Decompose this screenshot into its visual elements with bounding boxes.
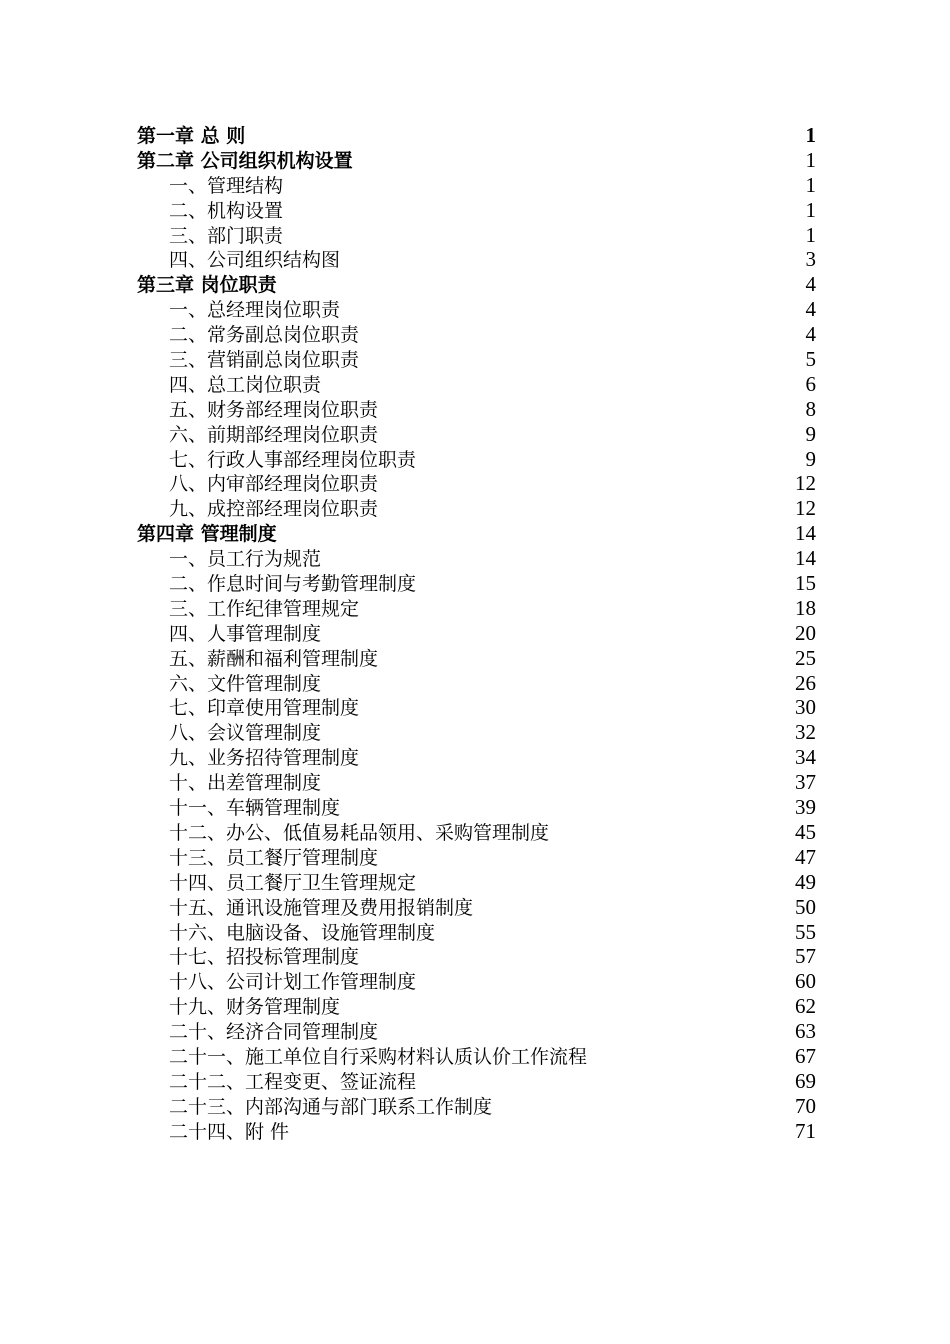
- toc-section-entry[interactable]: [137, 1094, 816, 1119]
- toc-entry-title: 十、出差管理制度: [169, 772, 322, 795]
- toc-section-entry[interactable]: [137, 969, 816, 994]
- toc-section-entry[interactable]: [137, 546, 816, 571]
- toc-entry-title: 十二、办公、低值易耗品领用、采购管理制度: [169, 821, 550, 844]
- toc-page-number: 49: [795, 869, 816, 894]
- toc-section-entry[interactable]: [137, 994, 816, 1019]
- toc-entry-title: 九、成控部经理岗位职责: [169, 498, 379, 521]
- toc-page-number: 60: [795, 969, 816, 994]
- toc-section-entry[interactable]: [137, 471, 816, 496]
- toc-page-number: 8: [805, 396, 816, 421]
- toc-page-number: 50: [795, 894, 816, 919]
- toc-entry-title: 第三章 岗位职责: [137, 274, 277, 297]
- toc-entry-title: 三、工作纪律管理规定: [169, 597, 360, 620]
- toc-page-number: 1: [805, 123, 816, 147]
- toc-entry-title: 三、营销副总岗位职责: [169, 349, 360, 372]
- toc-page-number: 67: [795, 1043, 816, 1068]
- toc-entry-title: 十三、员工餐厅管理制度: [169, 846, 379, 869]
- toc-entry-title: 八、内审部经理岗位职责: [169, 473, 379, 496]
- toc-chapter-entry[interactable]: [137, 123, 816, 148]
- toc-entry-title: 十八、公司计划工作管理制度: [169, 971, 417, 994]
- toc-section-entry[interactable]: [137, 496, 816, 521]
- toc-entry-title: 十五、通讯设施管理及费用报销制度: [169, 896, 474, 919]
- toc-chapter-entry[interactable]: [137, 272, 816, 297]
- toc-section-entry[interactable]: [137, 1119, 816, 1144]
- toc-page-number: 55: [795, 919, 816, 944]
- toc-entry-title: 六、文件管理制度: [169, 672, 322, 695]
- toc-page-number: 32: [795, 720, 816, 745]
- toc-entry-title: 二、常务副总岗位职责: [169, 324, 360, 347]
- toc-section-entry[interactable]: [137, 870, 816, 895]
- toc-page-number: 30: [795, 695, 816, 720]
- toc-page-number: 62: [795, 994, 816, 1019]
- toc-page-number: 26: [795, 670, 816, 695]
- toc-entry-title: 七、行政人事部经理岗位职责: [169, 448, 417, 471]
- toc-entry-title: 二十三、内部沟通与部门联系工作制度: [169, 1095, 493, 1118]
- toc-page-number: 12: [795, 471, 816, 496]
- toc-entry-title: 二十一、施工单位自行采购材料认质认价工作流程: [169, 1045, 588, 1068]
- toc-section-entry[interactable]: [137, 695, 816, 720]
- toc-section-entry[interactable]: [137, 297, 816, 322]
- toc-page-number: 20: [795, 620, 816, 645]
- toc-page-number: 63: [795, 1019, 816, 1044]
- toc-entry-title: 十九、财务管理制度: [169, 996, 341, 1019]
- toc-entry-title: 一、总经理岗位职责: [169, 299, 341, 322]
- toc-page-number: 1: [805, 222, 816, 247]
- toc-page-number: 4: [805, 322, 816, 347]
- toc-page-number: 5: [805, 347, 816, 372]
- toc-entry-title: 十一、车辆管理制度: [169, 797, 341, 820]
- toc-page-number: 57: [795, 944, 816, 969]
- toc-page-number: 9: [805, 446, 816, 471]
- table-of-contents: [137, 123, 816, 1144]
- toc-section-entry[interactable]: [137, 397, 816, 422]
- toc-section-entry[interactable]: [137, 1044, 816, 1069]
- toc-section-entry[interactable]: [137, 571, 816, 596]
- toc-page-number: 12: [795, 496, 816, 521]
- toc-section-entry[interactable]: [137, 671, 816, 696]
- toc-page-number: 45: [795, 819, 816, 844]
- toc-entry-title: 二、机构设置: [169, 199, 284, 222]
- toc-page-number: 39: [795, 795, 816, 820]
- toc-page-number: 1: [805, 172, 816, 197]
- toc-entry-title: 十七、招投标管理制度: [169, 946, 360, 969]
- toc-entry-title: 二十二、工程变更、签证流程: [169, 1070, 417, 1093]
- toc-section-entry[interactable]: [137, 198, 816, 223]
- toc-section-entry[interactable]: [137, 372, 816, 397]
- toc-page-number: 14: [795, 521, 816, 546]
- toc-section-entry[interactable]: [137, 447, 816, 472]
- toc-entry-title: 四、人事管理制度: [169, 622, 322, 645]
- toc-page-number: 70: [795, 1093, 816, 1118]
- toc-section-entry[interactable]: [137, 845, 816, 870]
- toc-page-number: 47: [795, 844, 816, 869]
- toc-section-entry[interactable]: [137, 646, 816, 671]
- toc-page-number: 1: [805, 147, 816, 172]
- toc-page-number: 18: [795, 595, 816, 620]
- toc-entry-title: 第二章 公司组织机构设置: [137, 149, 353, 172]
- toc-page-number: 71: [795, 1118, 816, 1143]
- toc-page-number: 6: [805, 371, 816, 396]
- toc-entry-title: 六、前期部经理岗位职责: [169, 423, 379, 446]
- toc-entry-title: 九、业务招待管理制度: [169, 747, 360, 770]
- toc-page-number: 69: [795, 1068, 816, 1093]
- toc-section-entry[interactable]: [137, 621, 816, 646]
- toc-section-entry[interactable]: [137, 1069, 816, 1094]
- toc-entry-title: 一、员工行为规范: [169, 548, 322, 571]
- toc-entry-title: 十六、电脑设备、设施管理制度: [169, 921, 436, 944]
- toc-section-entry[interactable]: [137, 322, 816, 347]
- toc-page-number: 14: [795, 546, 816, 571]
- toc-page-number: 4: [805, 272, 816, 297]
- toc-page-number: 25: [795, 645, 816, 670]
- toc-page-number: 4: [805, 297, 816, 322]
- toc-section-entry[interactable]: [137, 820, 816, 845]
- toc-page-number: 15: [795, 571, 816, 596]
- toc-entry-title: 第一章 总 则: [137, 125, 246, 147]
- toc-entry-title: 四、总工岗位职责: [169, 373, 322, 396]
- toc-entry-title: 四、公司组织结构图: [169, 249, 341, 272]
- toc-section-entry[interactable]: [137, 223, 816, 248]
- toc-page-number: 3: [805, 247, 816, 272]
- toc-entry-title: 三、部门职责: [169, 224, 284, 247]
- toc-page-number: 34: [795, 745, 816, 770]
- toc-entry-title: 十四、员工餐厅卫生管理规定: [169, 871, 417, 894]
- toc-chapter-entry[interactable]: [137, 521, 816, 546]
- toc-section-entry[interactable]: [137, 770, 816, 795]
- toc-entry-title: 二、作息时间与考勤管理制度: [169, 573, 417, 596]
- toc-section-entry[interactable]: [137, 920, 816, 945]
- toc-section-entry[interactable]: [137, 173, 816, 198]
- toc-section-entry[interactable]: [137, 944, 816, 969]
- toc-section-entry[interactable]: [137, 247, 816, 272]
- toc-page-number: 37: [795, 770, 816, 795]
- toc-entry-title: 八、会议管理制度: [169, 722, 322, 745]
- toc-page-number: 1: [805, 197, 816, 222]
- toc-entry-title: 第四章 管理制度: [137, 523, 277, 546]
- toc-entry-title: 七、印章使用管理制度: [169, 697, 360, 720]
- toc-entry-title: 五、薪酬和福利管理制度: [169, 647, 379, 670]
- toc-section-entry[interactable]: [137, 422, 816, 447]
- toc-section-entry[interactable]: [137, 745, 816, 770]
- toc-section-entry[interactable]: [137, 1019, 816, 1044]
- toc-entry-title: 二十、经济合同管理制度: [169, 1021, 379, 1044]
- toc-section-entry[interactable]: [137, 720, 816, 745]
- toc-entry-title: 五、财务部经理岗位职责: [169, 398, 379, 421]
- toc-section-entry[interactable]: [137, 347, 816, 372]
- toc-section-entry[interactable]: [137, 895, 816, 920]
- toc-entry-title: 一、管理结构: [169, 174, 284, 197]
- toc-page-number: 9: [805, 421, 816, 446]
- toc-entry-title: 二十四、附 件: [169, 1120, 290, 1143]
- toc-section-entry[interactable]: [137, 596, 816, 621]
- toc-section-entry[interactable]: [137, 795, 816, 820]
- toc-chapter-entry[interactable]: [137, 148, 816, 173]
